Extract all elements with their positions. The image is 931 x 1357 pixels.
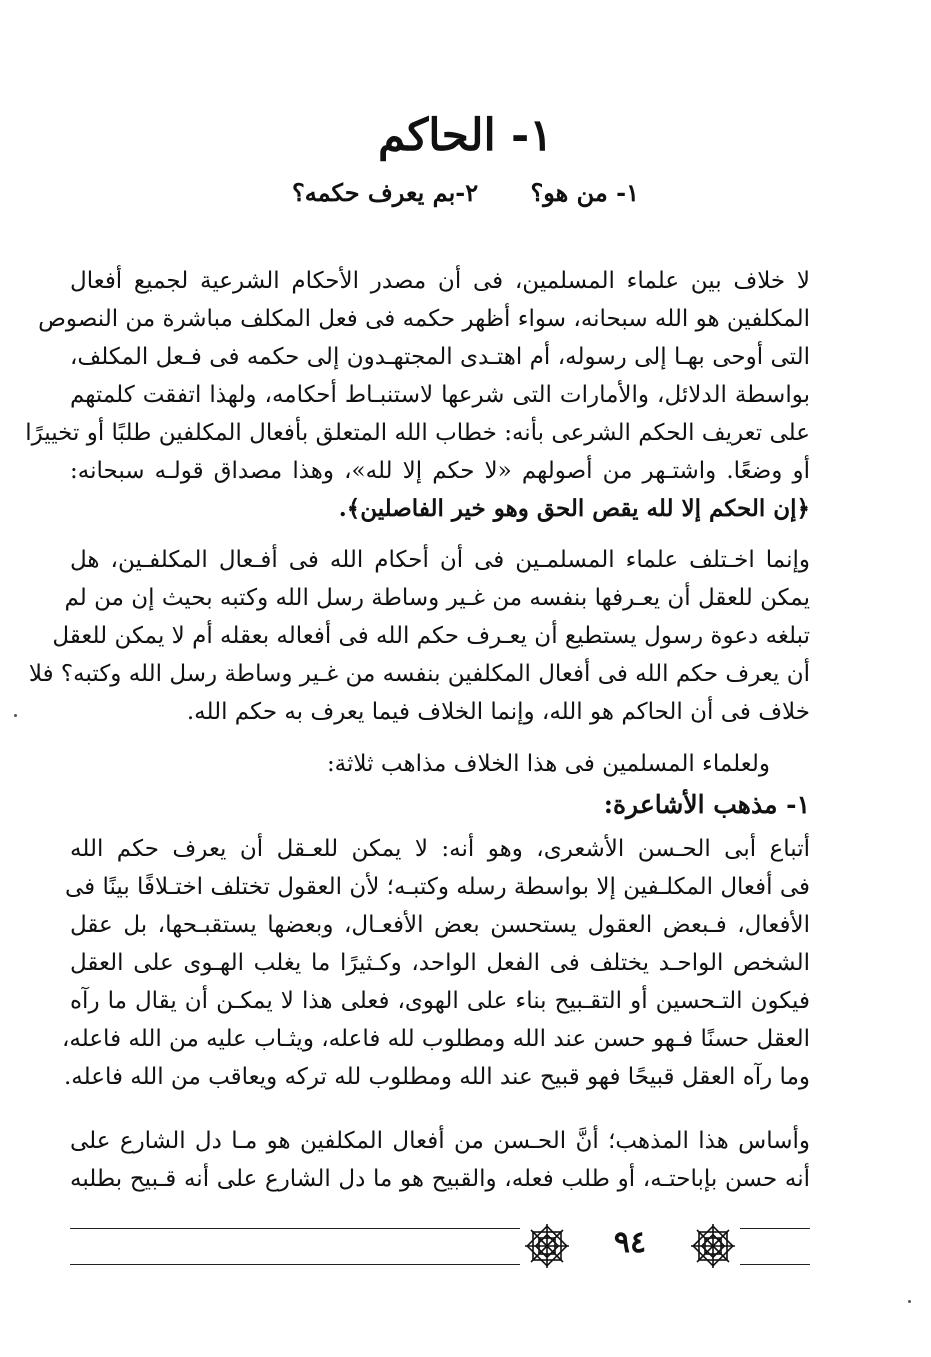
chapter-title: ١- الحاكم: [378, 110, 553, 161]
chapter-subtitle: [0, 176, 931, 210]
paragraph-line: ولعلماء المسلمين فى هذا الخلاف مذاهب ثلاثة:: [326, 751, 770, 777]
right-star-ornament-icon: [688, 1221, 738, 1271]
paragraph-line: التى أوحى بهـا إلى رسوله، أم اهتـدى المجتهـدون إلى حكمه فى فـعل المكلف،: [70, 344, 810, 370]
paragraph-line: أتباع أبى الحـسن الأشعرى، وهو أنه: لا يمكن للعـقل أن يعرف حكم الله: [70, 836, 810, 862]
paragraph-line: وأساس هذا المذهب؛ أنَّ الحـسن من أفعال المكلفين هو مـا دل الشارع على: [70, 1128, 810, 1154]
paragraph-line: وإنما اخـتلف علماء المسلمـين فى أن أحكام الله فى أفـعال المكلفـين، هل: [70, 547, 810, 573]
footer-rule: [740, 1228, 810, 1229]
page-number: ٩٤: [613, 1225, 647, 1260]
paragraph-line: يمكن للعقل أن يعـرفها بنفسه من غـير وساطة رسل الله وكتبه بحيث إن من لم: [64, 585, 810, 611]
paragraph-line: أو وضعًا. واشتـهر من أصولهم «لا حكم إلا لله»، وهذا مصداق قولـه سبحانه:: [70, 458, 810, 484]
footer-rule: [740, 1264, 810, 1265]
paragraph-line: فى أفعال المكلـفين إلا بواسطة رسله وكتبـه؛ لأن العقول تختلف اختـلافًا بينًا فى: [64, 874, 810, 900]
footer-rule: [70, 1264, 520, 1265]
scan-speck: [14, 714, 17, 717]
subtitle-question-2: ٢-بم يعرف حكمه؟: [291, 178, 479, 207]
left-star-ornament-icon: [522, 1221, 572, 1271]
paragraph-line: المكلفين هو الله سبحانه، سواء أظهر حكمه فى فعل المكلف مباشرة من النصوص: [38, 306, 810, 332]
paragraph-line: الأفعال، فـبعض العقول يستحسن بعض الأفعـال، وبعضها يستقبـحها، بل عقل: [70, 912, 810, 938]
section-heading: ١- مذهب الأشاعرة:: [603, 790, 810, 819]
subtitle-question-1: ١- من هو؟: [530, 178, 639, 207]
paragraph-line: تبلغه دعوة رسول يستطيع أن يعـرف حكم الله فى أفعاله بعقله أم لا يمكن للعقل: [52, 623, 810, 649]
paragraph-line: خلاف فى أن الحاكم هو الله، وإنما الخلاف فيما يعرف به حكم الله.: [186, 699, 810, 725]
quran-verse: ﴿إن الحكم إلا لله يقص الحق وهو خير الفاصلين﴾.: [338, 495, 810, 522]
paragraph-line: الشخص الواحـد يختلف فى الفعل الواحد، وكـثيرًا ما يغلب الهـوى على العقل: [70, 950, 810, 976]
paragraph-line: العقل حسنًا فـهو حسن عند الله ومطلوب لله فاعله، ويثـاب عليه من الله فاعله،: [61, 1026, 810, 1052]
paragraph-line: وما رآه العقل قبيحًا فهو قبيح عند الله ومطلوب لله تركه ويعاقب من الله فاعله.: [63, 1064, 810, 1090]
footer-rule: [70, 1228, 520, 1229]
paragraph-line: بواسطة الدلائل، والأمارات التى شرعها لاستنبـاط أحكامه، ولهذا اتفقت كلمتهم: [70, 382, 810, 408]
scan-speck: [908, 1300, 911, 1303]
paragraph-line: فيكون التـحسين أو التقـبيح بناء على الهوى، فعلى هذا لا يمكـن أن يقال ما رآه: [70, 988, 810, 1014]
paragraph-line: على تعريف الحكم الشرعى بأنه: خطاب الله المتعلق بأفعال المكلفين طلبًا أو تخييرًا: [25, 420, 810, 446]
paragraph-line: أنه حسن بإباحتـه، أو طلب فعله، والقبيح هو ما دل الشارع على أنه قـبيح بطلبه: [70, 1166, 810, 1192]
paragraph-line: أن يعرف حكم الله فى أفعال المكلفين بنفسه من غـير وساطة رسل الله وكتبه؟ فلا: [28, 661, 810, 687]
paragraph-line: لا خلاف بين علماء المسلمين، فى أن مصدر الأحكام الشرعية لجميع أفعال: [70, 268, 810, 294]
